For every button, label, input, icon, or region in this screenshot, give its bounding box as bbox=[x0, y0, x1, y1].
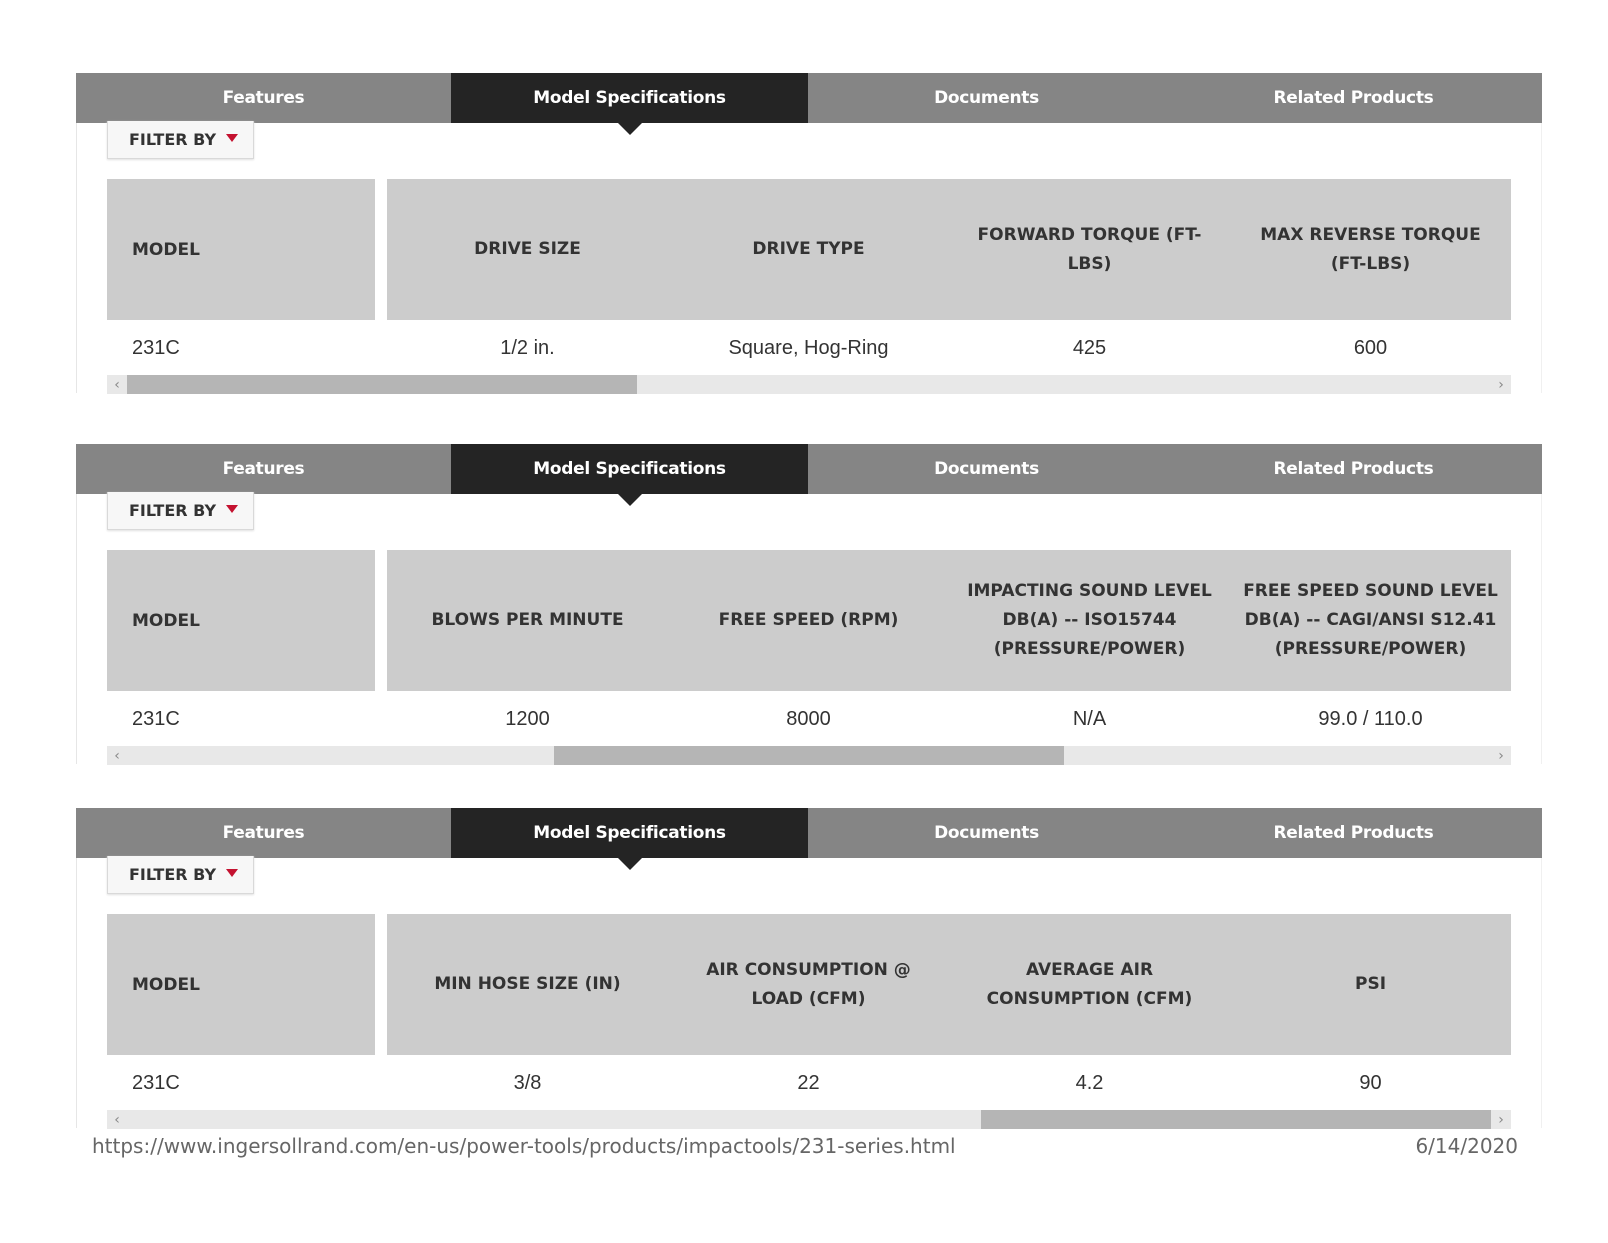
table-cell: Square, Hog-Ring bbox=[728, 336, 889, 359]
scroll-left-icon[interactable]: ‹ bbox=[114, 376, 120, 393]
column-header[interactable]: AIR CONSUMPTION @ LOAD (CFM) bbox=[706, 959, 911, 1009]
column-headers bbox=[387, 914, 1511, 1055]
column-header[interactable]: FREE SPEED SOUND LEVEL DB(A) -- CAGI/ANSI S12.41 (PRESSURE/POWER) bbox=[1243, 581, 1498, 659]
tab-related-products[interactable]: Related Products bbox=[1273, 88, 1434, 108]
cell-model: 231C bbox=[132, 336, 180, 359]
tab-documents[interactable]: Documents bbox=[934, 459, 1039, 479]
table-area bbox=[76, 123, 1542, 393]
tab-documents[interactable]: Documents bbox=[934, 823, 1039, 843]
scrollbar-thumb[interactable] bbox=[127, 375, 637, 394]
filter-by-dropdown[interactable] bbox=[107, 856, 254, 894]
filter-label: FILTER BY bbox=[129, 501, 217, 520]
tab-label: Model Specifications bbox=[533, 823, 726, 843]
table-row bbox=[107, 692, 1511, 746]
caret-down-icon bbox=[226, 505, 238, 513]
filter-label: FILTER BY bbox=[129, 130, 217, 149]
column-header[interactable]: MAX REVERSE TORQUE (FT-LBS) bbox=[1260, 224, 1481, 274]
caret-down-icon bbox=[226, 869, 238, 877]
tab-model-specifications[interactable] bbox=[451, 808, 808, 858]
filter-by-dropdown[interactable] bbox=[107, 492, 254, 530]
tab-bar bbox=[76, 808, 1542, 858]
spec-panel-3 bbox=[76, 808, 1542, 1128]
column-header[interactable]: FORWARD TORQUE (FT-LBS) bbox=[977, 224, 1202, 274]
scrollbar-thumb[interactable] bbox=[981, 1110, 1491, 1129]
column-header[interactable]: DRIVE TYPE bbox=[752, 239, 865, 259]
horizontal-scrollbar[interactable] bbox=[107, 375, 1511, 394]
tab-model-specifications[interactable] bbox=[451, 444, 808, 494]
spec-panel-2 bbox=[76, 444, 1542, 764]
table-cell: 90 bbox=[1359, 1071, 1382, 1094]
scrollbar-thumb[interactable] bbox=[554, 746, 1064, 765]
column-header[interactable]: PSI bbox=[1354, 974, 1387, 994]
column-header-model[interactable]: MODEL bbox=[107, 179, 375, 320]
horizontal-scrollbar[interactable] bbox=[107, 1110, 1511, 1129]
scroll-right-icon[interactable]: › bbox=[1498, 1111, 1504, 1128]
table-cell: 3/8 bbox=[513, 1071, 542, 1094]
table-cell: 1200 bbox=[505, 707, 550, 730]
table-cell: 4.2 bbox=[1075, 1071, 1104, 1094]
column-header[interactable]: IMPACTING SOUND LEVEL DB(A) -- ISO15744 (PRESSURE/POWER) bbox=[967, 581, 1212, 659]
column-header[interactable]: DRIVE SIZE bbox=[474, 239, 581, 259]
tab-label: Model Specifications bbox=[533, 459, 726, 479]
column-header[interactable]: FREE SPEED (RPM) bbox=[718, 610, 899, 630]
scroll-right-icon[interactable]: › bbox=[1498, 747, 1504, 764]
tab-features[interactable]: Features bbox=[222, 823, 305, 843]
table-row bbox=[107, 321, 1511, 375]
page-url: https://www.ingersollrand.com/en-us/power-tools/products/impactools/231-series.html bbox=[92, 1134, 956, 1158]
tab-bar bbox=[76, 444, 1542, 494]
cell-model: 231C bbox=[132, 1071, 180, 1094]
filter-label: FILTER BY bbox=[129, 865, 217, 884]
column-headers bbox=[387, 550, 1511, 691]
tab-bar bbox=[76, 73, 1542, 123]
table-cell: 22 bbox=[797, 1071, 820, 1094]
horizontal-scrollbar[interactable] bbox=[107, 746, 1511, 765]
column-header-model[interactable]: MODEL bbox=[107, 914, 375, 1055]
scroll-left-icon[interactable]: ‹ bbox=[114, 747, 120, 764]
tab-features[interactable]: Features bbox=[222, 88, 305, 108]
table-row bbox=[107, 1056, 1511, 1110]
filter-by-dropdown[interactable] bbox=[107, 121, 254, 159]
table-area bbox=[76, 494, 1542, 764]
scroll-left-icon[interactable]: ‹ bbox=[114, 1111, 120, 1128]
table-cell: N/A bbox=[1072, 707, 1107, 730]
table-cell: 99.0 / 110.0 bbox=[1318, 707, 1423, 730]
table-cell: 600 bbox=[1353, 336, 1388, 359]
column-header-model[interactable]: MODEL bbox=[107, 550, 375, 691]
caret-down-icon bbox=[226, 134, 238, 142]
tab-features[interactable]: Features bbox=[222, 459, 305, 479]
column-header[interactable]: MIN HOSE SIZE (IN) bbox=[434, 974, 621, 994]
tab-documents[interactable]: Documents bbox=[934, 88, 1039, 108]
spec-panel-1 bbox=[76, 73, 1542, 393]
tab-related-products[interactable]: Related Products bbox=[1273, 823, 1434, 843]
print-date: 6/14/2020 bbox=[1415, 1134, 1518, 1158]
tab-label: Model Specifications bbox=[533, 88, 726, 108]
tab-model-specifications[interactable] bbox=[451, 73, 808, 123]
column-header[interactable]: BLOWS PER MINUTE bbox=[431, 610, 624, 630]
column-headers bbox=[387, 179, 1511, 320]
cell-model: 231C bbox=[132, 707, 180, 730]
column-header[interactable]: AVERAGE AIR CONSUMPTION (CFM) bbox=[986, 959, 1193, 1009]
scroll-right-icon[interactable]: › bbox=[1498, 376, 1504, 393]
table-area bbox=[76, 858, 1542, 1128]
table-cell: 1/2 in. bbox=[500, 336, 555, 359]
table-cell: 425 bbox=[1072, 336, 1107, 359]
table-cell: 8000 bbox=[786, 707, 831, 730]
tab-related-products[interactable]: Related Products bbox=[1273, 459, 1434, 479]
